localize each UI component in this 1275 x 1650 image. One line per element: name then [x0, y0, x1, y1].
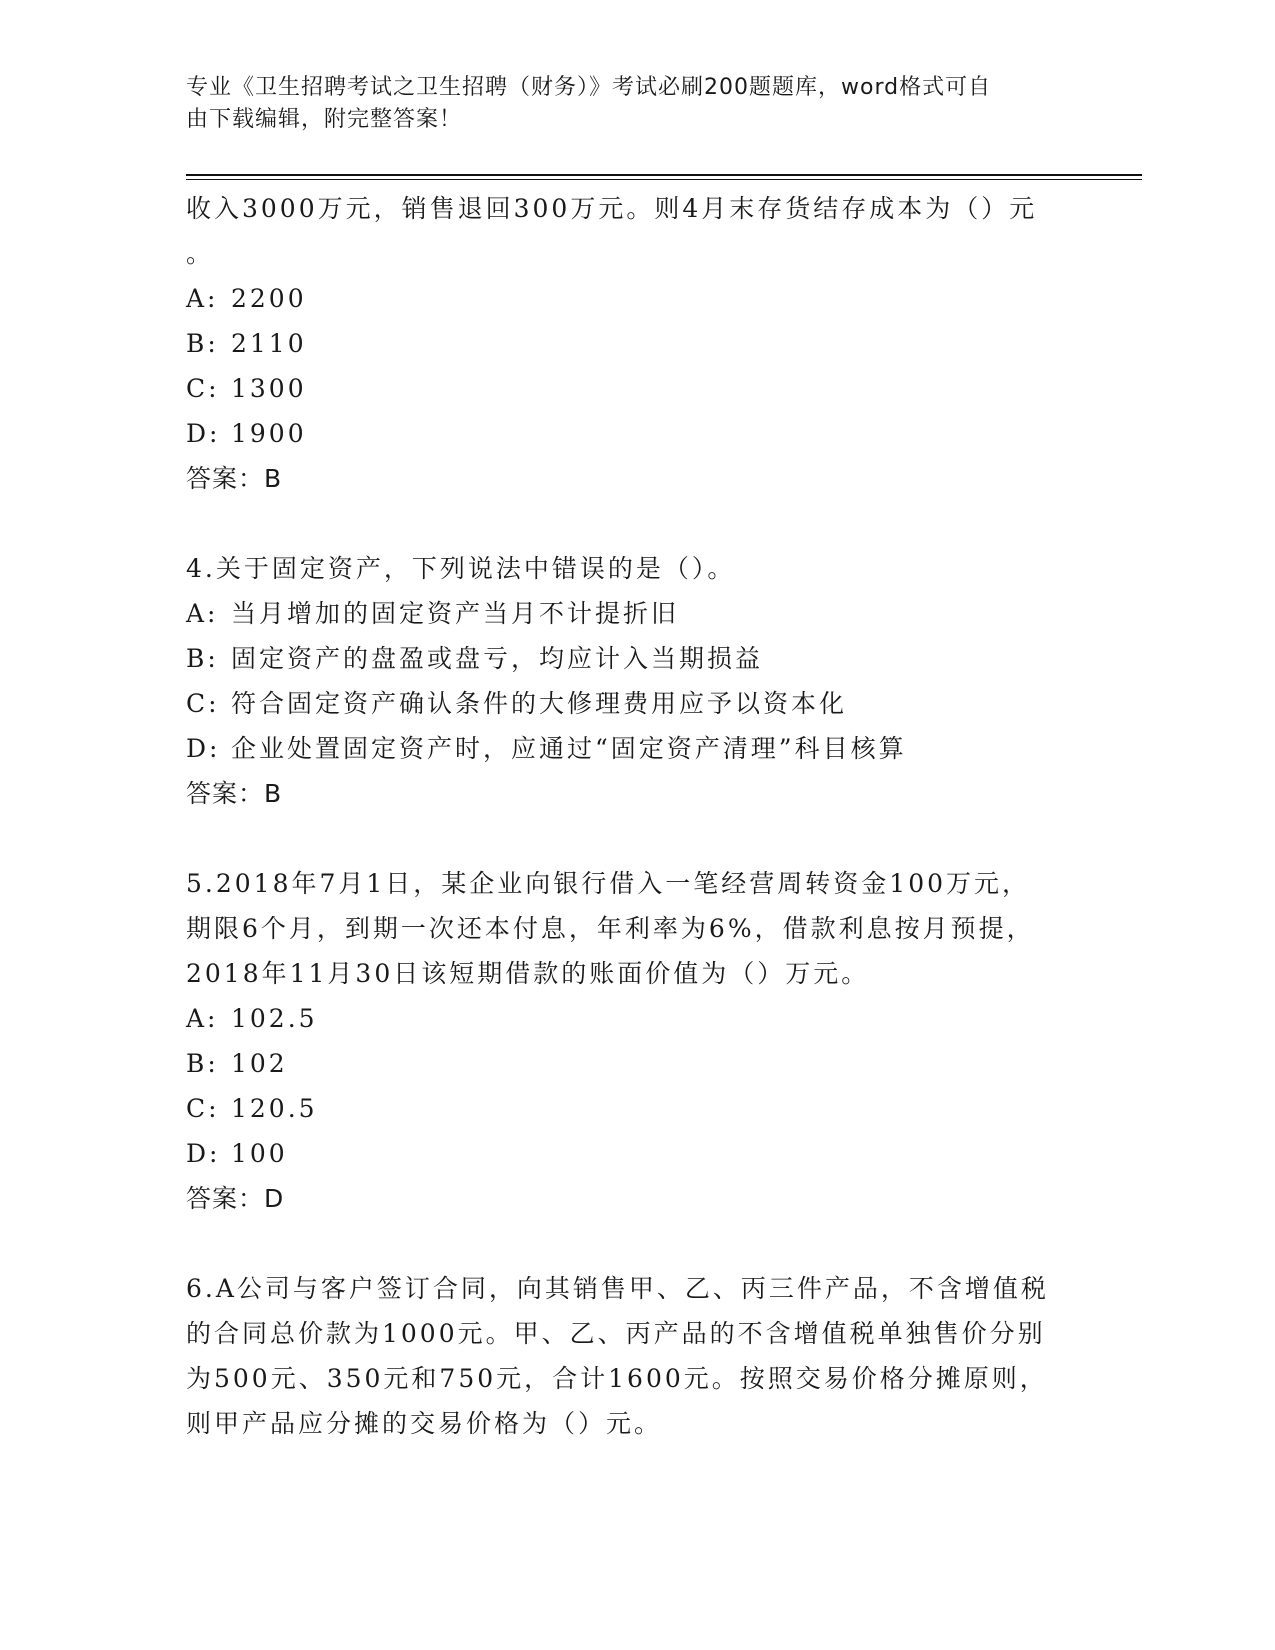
answer-line: 答案：B [186, 779, 283, 808]
header-line-2: 由下载编辑，附完整答案！ [186, 107, 463, 132]
question-text-line: 收入3000万元，销售退回300万元。则4月末存货结存成本为（）元 [186, 194, 1038, 223]
option-label: A: [186, 284, 219, 313]
option-text: 符合固定资产确认条件的大修理费用应予以资本化 [231, 689, 848, 718]
option-text: 102.5 [231, 1004, 318, 1033]
question-text-line: 4.关于固定资产，下列说法中错误的是（）。 [186, 554, 736, 583]
option-label: D: [186, 734, 221, 763]
option-c [186, 681, 1086, 726]
option-text: 120.5 [231, 1094, 318, 1123]
option-b [186, 1041, 1086, 1086]
option-label: A: [186, 599, 219, 628]
option-label: D: [186, 1139, 221, 1168]
option-c [186, 366, 1086, 411]
option-label: C: [186, 689, 220, 718]
option-text: 100 [231, 1139, 288, 1168]
option-d [186, 411, 1086, 456]
question-text-line: 6.A公司与客户签订合同，向其销售甲、乙、丙三件产品，不含增值税 [186, 1274, 1049, 1303]
document-header [186, 72, 1066, 136]
option-text: 企业处置固定资产时，应通过“固定资产清理”科目核算 [231, 734, 907, 763]
option-label: C: [186, 1094, 220, 1123]
question-text-line: 为500元、350元和750元，合计1600元。按照交易价格分摊原则， [186, 1364, 1048, 1393]
question-text-line: 。 [186, 239, 215, 268]
option-label: B: [186, 644, 219, 673]
question-text-line: 则甲产品应分摊的交易价格为（）元。 [186, 1409, 663, 1438]
option-label: C: [186, 374, 220, 403]
header-line-1: 专业《卫生招聘考试之卫生招聘（财务）》考试必刷200题题库，word格式可自 [186, 75, 992, 100]
header-rule-thick [186, 174, 1142, 176]
answer-line: 答案：B [186, 464, 283, 493]
option-text: 1900 [231, 419, 307, 448]
option-text: 102 [231, 1049, 288, 1078]
option-text: 当月增加的固定资产当月不计提折旧 [231, 599, 680, 628]
option-text: 2200 [231, 284, 307, 313]
question-3 [186, 186, 1086, 501]
option-b [186, 321, 1086, 366]
question-4 [186, 546, 1086, 816]
option-d [186, 1131, 1086, 1176]
option-text: 固定资产的盘盈或盘亏，均应计入当期损益 [231, 644, 764, 673]
question-text-line: 期限6个月，到期一次还本付息，年利率为6%，借款利息按月预提， [186, 914, 1035, 943]
option-text: 2110 [231, 329, 307, 358]
header-rule-thin [186, 179, 1142, 180]
option-text: 1300 [231, 374, 307, 403]
option-d [186, 726, 1086, 771]
question-text-line: 2018年11月30日该短期借款的账面价值为（）万元。 [186, 959, 870, 988]
option-label: D: [186, 419, 221, 448]
option-label: B: [186, 329, 219, 358]
option-a [186, 591, 1086, 636]
question-text-line: 5.2018年7月1日，某企业向银行借入一笔经营周转资金100万元， [186, 869, 1031, 898]
answer-line: 答案：D [186, 1184, 285, 1213]
option-a [186, 276, 1086, 321]
option-b [186, 636, 1086, 681]
question-content [186, 186, 1086, 1446]
question-text-line: 的合同总价款为1000元。甲、乙、丙产品的不含增值税单独售价分别 [186, 1319, 1046, 1348]
option-label: B: [186, 1049, 219, 1078]
option-label: A: [186, 1004, 219, 1033]
question-6 [186, 1266, 1086, 1446]
option-c [186, 1086, 1086, 1131]
option-a [186, 996, 1086, 1041]
question-5 [186, 861, 1086, 1221]
